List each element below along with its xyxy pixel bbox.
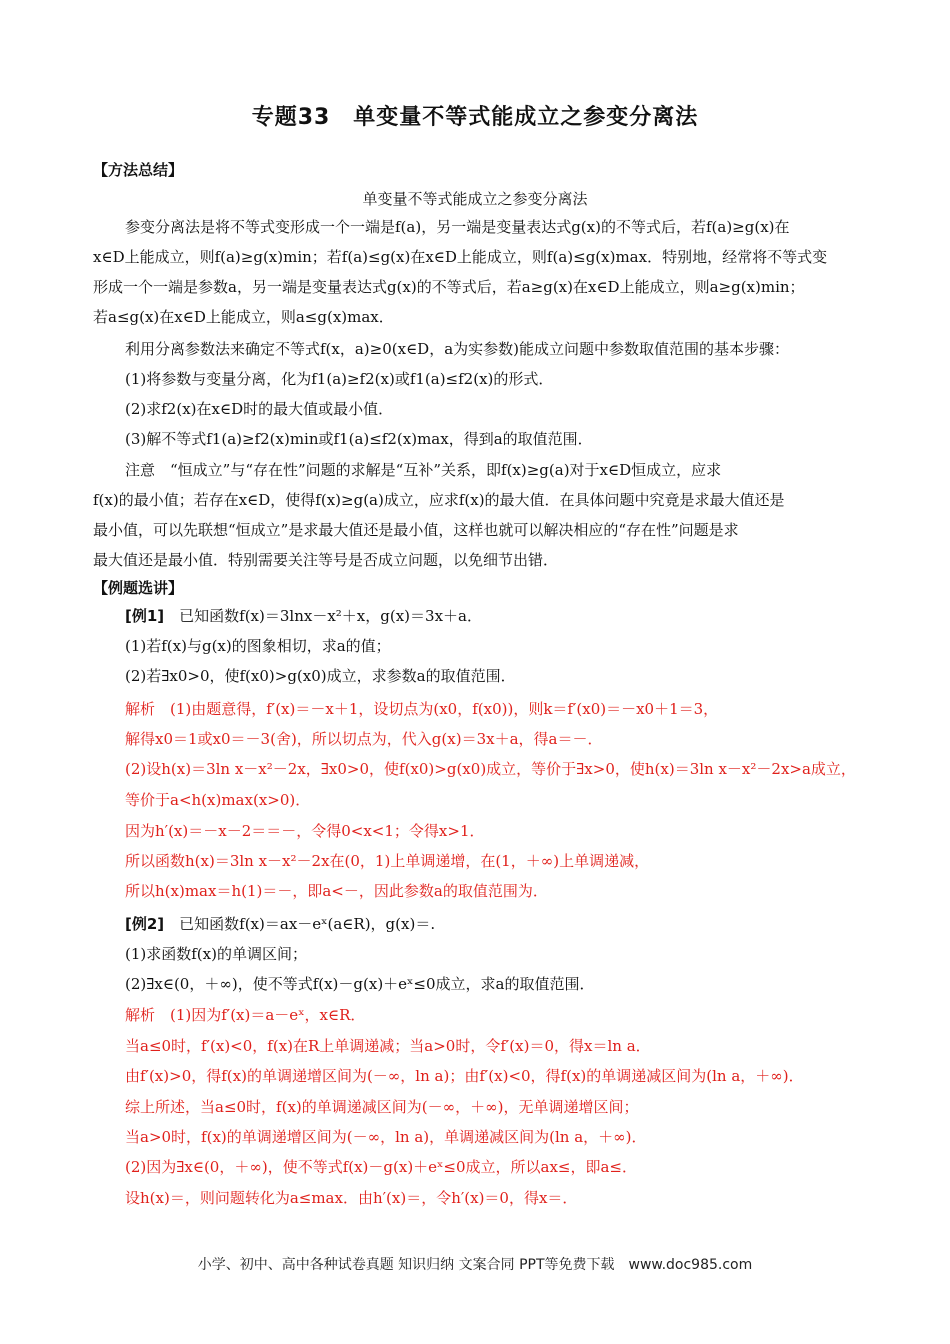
method-step-1: (1)将参数与变量分离，化为f1(a)≥f2(x)或f1(a)≤f2(x)的形式．	[125, 370, 554, 388]
example2-statement	[125, 909, 863, 939]
example1-text: 已知函数f(x)＝3lnx－x²＋x，g(x)＝3x＋a．	[164, 607, 482, 625]
method-subtitle: 单变量不等式能成立之参变分离法	[362, 190, 588, 208]
example2-question-1: (1)求函数f(x)的单调区间；	[125, 945, 307, 963]
method-line-1: 参变分离法是将不等式变形成一个一端是f(a)，另一端是变量表达式g(x)的不等式后，若f(a)≥g(x)在	[125, 218, 790, 236]
footer-banner[interactable]: 小学、初中、高中各种试卷真题 知识归纳 文案合同 PPT等免费下载 www.doc985.com	[197, 1257, 753, 1273]
example1-solution-1: 解析 (1)由题意得，f′(x)＝－x＋1，设切点为(x0，f(x0))，则k＝f′(x0)＝－x0＋1＝3，	[125, 700, 719, 718]
method-step-3: (3)解不等式f1(a)≥f2(x)min或f1(a)≤f2(x)max，得到a的取值范围．	[125, 430, 593, 448]
note-line-2: f(x)的最小值；若存在x∈D，使得f(x)≥g(a)成立，应求f(x)的最大值．在具体问题中究竟是求最大值还是	[93, 491, 785, 509]
method-line-4: 若a≤g(x)在x∈D上能成立，则a≤g(x)max．	[93, 308, 394, 326]
note-line-3: 最小值，可以先联想“恒成立”是求最大值还是最小值，这样也就可以解决相应的“存在性”问题是求	[93, 521, 739, 539]
example2-solution-5: 当a>0时，f(x)的单调递增区间为(－∞，ln a)，单调递减区间为(ln a，＋∞)．	[125, 1128, 647, 1146]
example2-question-2: (2)∃x∈(0，＋∞)，使不等式f(x)－g(x)＋eˣ≤0成立，求a的取值范围．	[125, 975, 595, 993]
examples-header: 【例题选讲】	[93, 579, 184, 597]
method-line-3: 形成一个一端是参数a，另一端是变量表达式g(x)的不等式后，若a≥g(x)在x∈D上能成立，则a≥g(x)min；	[93, 278, 805, 296]
example2-solution-4: 综上所述，当a≤0时，f(x)的单调递减区间为(－∞，＋∞)，无单调递增区间；	[125, 1098, 639, 1116]
method-line-2: x∈D上能成立，则f(a)≥g(x)min；若f(a)≤g(x)在x∈D上能成立，则f(a)≤g(x)max．特别地，经常将不等式变	[93, 248, 828, 266]
note-line-1: 注意 “恒成立”与“存在性”问题的求解是“互补”关系，即f(x)≥g(a)对于x∈D恒成立，应求	[125, 461, 722, 479]
example2-solution-7: 设h(x)＝，则问题转化为a≤max．由h′(x)＝，令h′(x)＝0，得x＝．	[125, 1189, 578, 1207]
method-step-2: (2)求f2(x)在x∈D时的最大值或最小值．	[125, 400, 394, 418]
example1-statement	[125, 601, 863, 631]
example2-label: [例2]	[125, 915, 165, 933]
example2-solution-2: 当a≤0时，f′(x)<0，f(x)在R上单调递减；当a>0时，令f′(x)＝0，得x＝ln a．	[125, 1037, 651, 1055]
note-line-4: 最大值还是最小值．特别需要关注等号是否成立问题，以免细节出错．	[93, 551, 559, 569]
example1-question-2: (2)若∃x0>0，使f(x0)>g(x0)成立，求参数a的取值范围．	[125, 667, 516, 685]
example1-solution-6: 所以函数h(x)＝3ln x－x²－2x在(0，1)上单调递增，在(1，＋∞)上单调递减，	[125, 852, 650, 870]
example2-solution-1: 解析 (1)因为f′(x)＝a－eˣ，x∈R．	[125, 1006, 366, 1024]
example1-label: [例1]	[125, 607, 165, 625]
example1-solution-4: 等价于a<h(x)max(x>0)．	[125, 791, 311, 809]
example2-text: 已知函数f(x)＝ax－eˣ(a∈R)，g(x)＝.	[164, 915, 436, 933]
example2-solution-3: 由f′(x)>0，得f(x)的单调递增区间为(－∞，ln a)；由f′(x)<0，得f(x)的单调递减区间为(ln a，＋∞)．	[125, 1067, 804, 1085]
method-header: 【方法总结】	[93, 161, 184, 179]
example1-solution-2: 解得x0＝1或x0＝－3(舍)，所以切点为，代入g(x)＝3x＋a，得a＝－．	[125, 730, 603, 748]
method-line-5: 利用分离参数法来确定不等式f(x，a)≥0(x∈D，a为实参数)能成立问题中参数取值范围的基本步骤：	[125, 340, 790, 358]
example1-solution-3: (2)设h(x)＝3ln x－x²－2x，∃x0>0，使f(x0)>g(x0)成立，等价于∃x>0，使h(x)＝3ln x－x²－2x>a成立，	[125, 760, 856, 778]
example2-solution-6: (2)因为∃x∈(0，＋∞)，使不等式f(x)－g(x)＋eˣ≤0成立，所以ax≤，即a≤．	[125, 1158, 638, 1176]
page-title: 专题33 单变量不等式能成立之参变分离法	[251, 105, 699, 130]
example1-solution-7: 所以h(x)max＝h(1)＝－，即a<－，因此参数a的取值范围为．	[125, 882, 548, 900]
example1-solution-5: 因为h′(x)＝－x－2＝＝－，令得0<x<1；令得x>1．	[125, 822, 485, 840]
example1-question-1: (1)若f(x)与g(x)的图象相切，求a的值；	[125, 637, 391, 655]
